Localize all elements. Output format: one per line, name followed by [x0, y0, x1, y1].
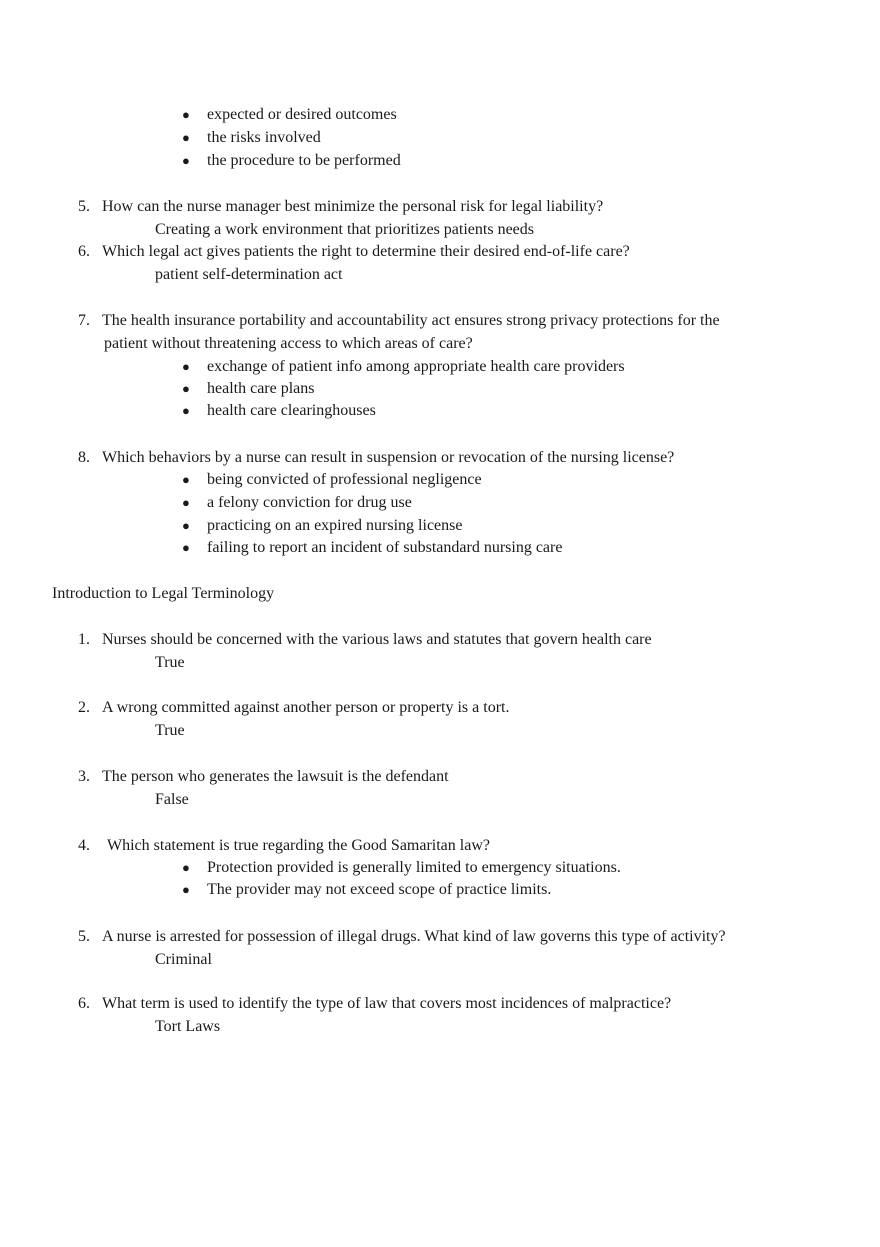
bullet-dot: ● — [182, 882, 190, 897]
answer-text: Criminal — [155, 951, 212, 968]
bullet-dot: ● — [182, 107, 190, 122]
question-text: A nurse is arrested for possession of illegal drugs. What kind of law governs this type of activity? — [102, 928, 726, 945]
answer-text: True — [155, 654, 185, 671]
bullet-text: practicing on an expired nursing license — [207, 517, 463, 534]
bullet-dot: ● — [182, 403, 190, 418]
question-text: The health insurance portability and accountability act ensures strong privacy protections for the — [102, 312, 720, 329]
question-text-continued: patient without threatening access to which areas of care? — [104, 335, 473, 352]
bullet-dot: ● — [182, 153, 190, 168]
question-text: A wrong committed against another person or property is a tort. — [102, 699, 510, 716]
bullet-text: failing to report an incident of substandard nursing care — [207, 539, 563, 556]
answer-text: True — [155, 722, 185, 739]
question-number: 5. — [78, 198, 90, 215]
bullet-text: health care plans — [207, 380, 315, 397]
bullet-text: The provider may not exceed scope of practice limits. — [207, 881, 552, 898]
bullet-text: health care clearinghouses — [207, 402, 376, 419]
bullet-text: Protection provided is generally limited to emergency situations. — [207, 859, 621, 876]
bullet-dot: ● — [182, 472, 190, 487]
bullet-text: expected or desired outcomes — [207, 106, 397, 123]
bullet-dot: ● — [182, 495, 190, 510]
bullet-dot: ● — [182, 540, 190, 555]
answer-text: patient self-determination act — [155, 266, 343, 283]
question-number: 6. — [78, 995, 90, 1012]
question-text: Nurses should be concerned with the various laws and statutes that govern health care — [102, 631, 652, 648]
answer-text: Creating a work environment that prioritizes patients needs — [155, 221, 534, 238]
question-text: How can the nurse manager best minimize the personal risk for legal liability? — [102, 198, 604, 215]
bullet-dot: ● — [182, 381, 190, 396]
question-number: 1. — [78, 631, 90, 648]
question-number: 5. — [78, 928, 90, 945]
section-heading: Introduction to Legal Terminology — [52, 585, 275, 602]
question-text: Which statement is true regarding the Good Samaritan law? — [107, 837, 490, 854]
question-number: 4. — [78, 837, 90, 854]
question-number: 2. — [78, 699, 90, 716]
bullet-text: exchange of patient info among appropriate health care providers — [207, 358, 625, 375]
bullet-text: the procedure to be performed — [207, 152, 401, 169]
question-number: 6. — [78, 243, 90, 260]
bullet-text: the risks involved — [207, 129, 321, 146]
bullet-text: being convicted of professional negligence — [207, 471, 482, 488]
bullet-dot: ● — [182, 518, 190, 533]
question-number: 7. — [78, 312, 90, 329]
bullet-dot: ● — [182, 130, 190, 145]
question-text: Which behaviors by a nurse can result in suspension or revocation of the nursing license? — [102, 449, 675, 466]
bullet-dot: ● — [182, 860, 190, 875]
question-number: 3. — [78, 768, 90, 785]
question-text: The person who generates the lawsuit is the defendant — [102, 768, 449, 785]
bullet-dot: ● — [182, 359, 190, 374]
question-number: 8. — [78, 449, 90, 466]
answer-text: Tort Laws — [155, 1018, 221, 1035]
bullet-text: a felony conviction for drug use — [207, 494, 412, 511]
answer-text: False — [155, 791, 189, 808]
question-text: Which legal act gives patients the right to determine their desired end-of-life care? — [102, 243, 630, 260]
question-text: What term is used to identify the type of law that covers most incidences of malpractice? — [102, 995, 672, 1012]
